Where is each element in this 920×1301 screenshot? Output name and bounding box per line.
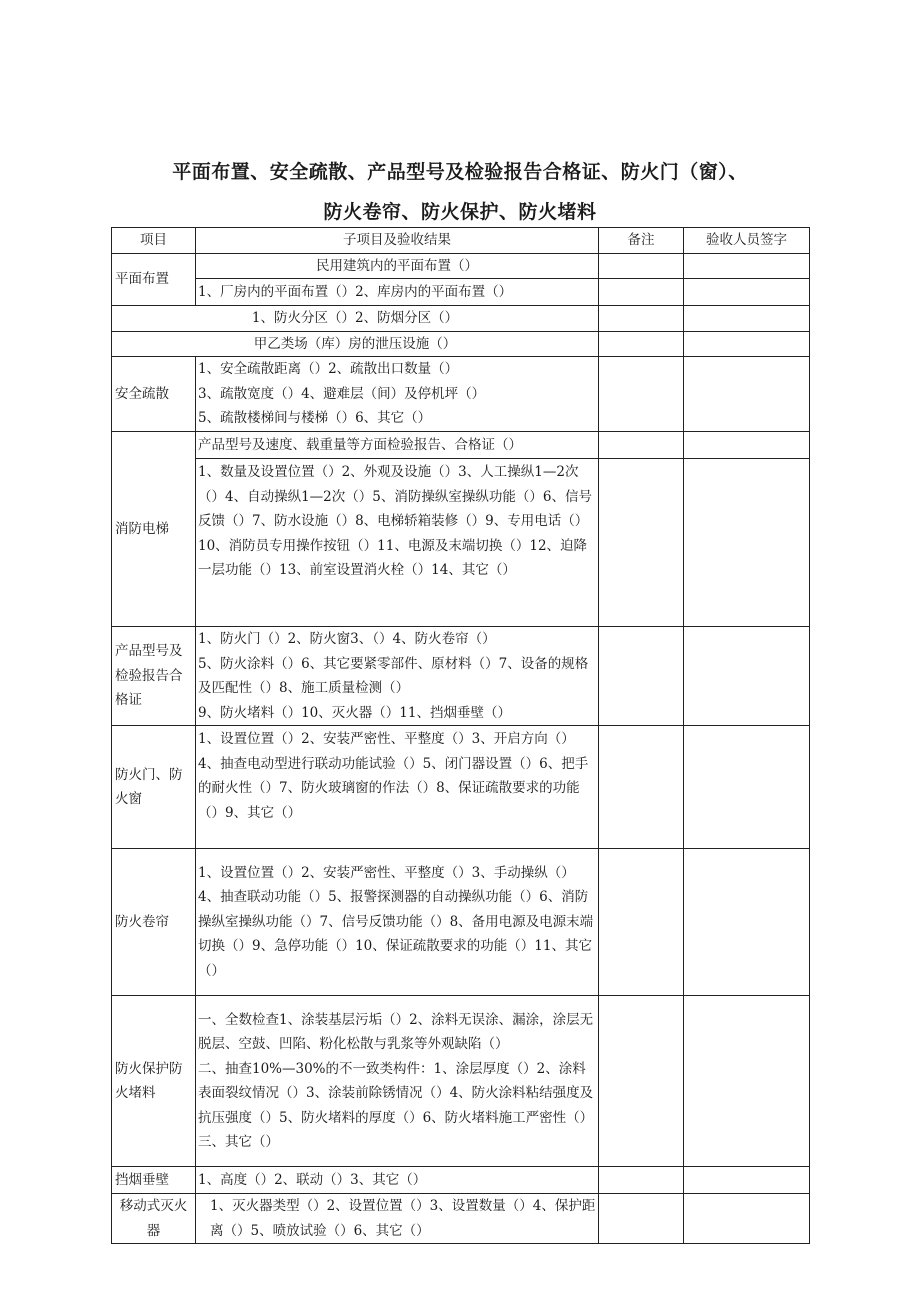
category-product-report: 产品型号及检验报告合格证 bbox=[112, 627, 196, 726]
signature-cell[interactable] bbox=[684, 627, 810, 726]
remark-cell[interactable] bbox=[599, 849, 684, 996]
category-fire-protection: 防火保护防火堵料 bbox=[112, 996, 196, 1167]
signature-cell[interactable] bbox=[684, 331, 810, 357]
signature-cell[interactable] bbox=[684, 279, 810, 306]
category-fire-door-window: 防火门、防火窗 bbox=[112, 726, 196, 849]
sub-item-factory-layout: 1、厂房内的平面布置（）2、库房内的平面布置（） bbox=[196, 279, 599, 306]
signature-cell[interactable] bbox=[684, 306, 810, 332]
table-row bbox=[112, 306, 810, 332]
remark-cell[interactable] bbox=[599, 279, 684, 306]
header-sub-result: 子项目及验收结果 bbox=[196, 228, 599, 254]
remark-cell[interactable] bbox=[599, 306, 684, 332]
signature-cell[interactable] bbox=[684, 357, 810, 432]
sub-item-civil-layout: 民用建筑内的平面布置（） bbox=[196, 253, 599, 279]
table-row bbox=[112, 726, 810, 849]
acceptance-table bbox=[111, 227, 810, 1244]
table-row bbox=[112, 459, 810, 627]
category-fire-elevator: 消防电梯 bbox=[112, 432, 196, 627]
remark-cell[interactable] bbox=[599, 1194, 684, 1244]
table-row bbox=[112, 331, 810, 357]
sub-item-product-report: 1、防火门（）2、防火窗3、（）4、防火卷帘（） 5、防火涂料（）6、其它要紧零部件、原材料（）7、设备的规格及匹配性（）8、施工质量检测（） 9、防火堵料（）10、灭火器（）11、挡烟垂壁（） bbox=[196, 627, 599, 726]
sub-item-fire-door-window: 1、设置位置（）2、安装严密性、平整度（）3、开启方向（）4、抽查电动型进行联动功能试验（）5、闭门器设置（）6、把手的耐火性（）7、防火玻璃窗的作法（）8、保证疏散要求的功能（）9、其它（） bbox=[196, 726, 599, 849]
signature-cell[interactable] bbox=[684, 1167, 810, 1194]
remark-cell[interactable] bbox=[599, 726, 684, 849]
table-row bbox=[112, 357, 810, 432]
signature-cell[interactable] bbox=[684, 253, 810, 279]
table-row bbox=[112, 996, 810, 1167]
remark-cell[interactable] bbox=[599, 253, 684, 279]
remark-cell[interactable] bbox=[599, 627, 684, 726]
header-item: 项目 bbox=[112, 228, 196, 254]
header-row bbox=[112, 228, 810, 254]
document-title-line-1: 平面布置、安全疏散、产品型号及检验报告合格证、防火门（窗）、 bbox=[172, 161, 748, 183]
table-row bbox=[112, 253, 810, 279]
sub-item-elevator-report: 产品型号及速度、载重量等方面检验报告、合格证（） bbox=[196, 432, 599, 459]
signature-cell[interactable] bbox=[684, 996, 810, 1167]
category-extinguisher: 移动式灭火器 bbox=[112, 1194, 196, 1244]
remark-cell[interactable] bbox=[599, 459, 684, 627]
table-row bbox=[112, 279, 810, 306]
sub-item-fire-shutter: 1、设置位置（）2、安装严密性、平整度（）3、手动操纵（）4、抽查联动功能（）5、报警探测器的自动操纵功能（）6、消防操纵室操纵功能（）7、信号反馈功能（）8、备用电源及电源末端切换（）9、急停功能（）10、保证疏散要求的功能（）11、其它（） bbox=[196, 849, 599, 996]
table-row bbox=[112, 849, 810, 996]
category-smoke-curtain: 挡烟垂壁 bbox=[112, 1167, 196, 1194]
signature-cell[interactable] bbox=[684, 1194, 810, 1244]
remark-cell[interactable] bbox=[599, 996, 684, 1167]
category-fire-shutter: 防火卷帘 bbox=[112, 849, 196, 996]
table-row bbox=[112, 1167, 810, 1194]
category-layout: 平面布置 bbox=[112, 253, 196, 306]
table-row bbox=[112, 1194, 810, 1244]
sub-item-evacuation: 1、安全疏散距离（）2、疏散出口数量（） 3、疏散宽度（）4、避难层（间）及停机坪（） 5、疏散楼梯间与楼梯（）6、其它（） bbox=[196, 357, 599, 432]
sub-item-fire-zone: 1、防火分区（）2、防烟分区（） bbox=[112, 306, 599, 332]
category-evacuation: 安全疏散 bbox=[112, 357, 196, 432]
sub-item-extinguisher: 1、灭火器类型（）2、设置位置（）3、设置数量（）4、保护距离（）5、喷放试验（）6、其它（） bbox=[196, 1194, 599, 1244]
header-signature: 验收人员签字 bbox=[684, 228, 810, 254]
document-title-line-2: 防火卷帘、防火保护、防火堵料 bbox=[323, 201, 597, 223]
signature-cell[interactable] bbox=[684, 432, 810, 459]
remark-cell[interactable] bbox=[599, 432, 684, 459]
sub-item-smoke-curtain: 1、高度（）2、联动（）3、其它（） bbox=[196, 1167, 599, 1194]
remark-cell[interactable] bbox=[599, 1167, 684, 1194]
signature-cell[interactable] bbox=[684, 726, 810, 849]
signature-cell[interactable] bbox=[684, 459, 810, 627]
remark-cell[interactable] bbox=[599, 357, 684, 432]
remark-cell[interactable] bbox=[599, 331, 684, 357]
header-remark: 备注 bbox=[599, 228, 684, 254]
table-row bbox=[112, 432, 810, 459]
sub-item-elevator-checks: 1、数量及设置位置（）2、外观及设施（）3、人工操纵1—2次（）4、自动操纵1—2次（）5、消防操纵室操纵功能（）6、信号反馈（）7、防水设施（）8、电梯轿箱装修（）9、专用电话（）10、消防员专用操作按钮（）11、电源及末端切换（）12、迫降一层功能（）13、前室设置消火栓（）14、其它（） bbox=[196, 459, 599, 627]
sub-item-fire-protection: 一、全数检查1、涂装基层污垢（）2、涂料无误涂、漏涂，涂层无脱层、空鼓、凹陷、粉化松散与乳浆等外观缺陷（） 二、抽查10%—30%的不一致类构件：1、涂层厚度（）2、涂料表面裂纹情况（）3、涂装前除锈情况（）4、防火涂料粘结强度及抗压强度（）5、防火堵料的厚度（）6、防火堵料施工严密性（）三、其它（） bbox=[196, 996, 599, 1167]
sub-item-pressure-relief: 甲乙类场（库）房的泄压设施（） bbox=[112, 331, 599, 357]
signature-cell[interactable] bbox=[684, 849, 810, 996]
table-row bbox=[112, 627, 810, 726]
